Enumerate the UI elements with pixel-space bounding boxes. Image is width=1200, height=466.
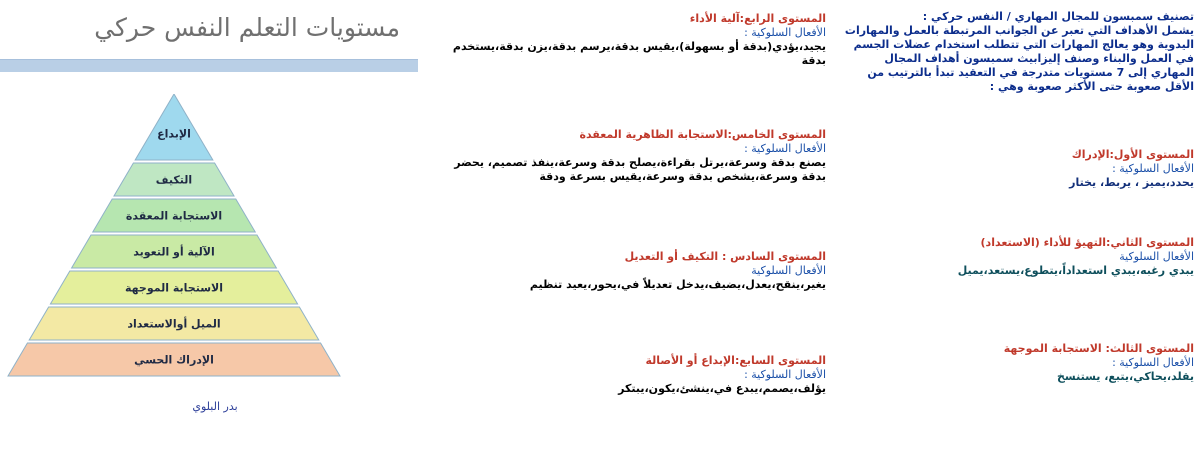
levels-pyramid	[0, 94, 350, 384]
intro-body: يشمل الأهداف التي تعبر عن الجوانب المرتبطة بالعمل والمهارات اليدوية وهو يعالج المهارات التي تتطلب استخدام عضلات الجسم في العمل والبناء وصنف إليزابيث سمبسون أهداف المجال المهاري إلى 7 مستويات متدرجة في التعقيد تبدأ بالترتيب من الأقل صعوبة حتى الأكثر صعوبة وهي :	[844, 24, 1194, 93]
level-2-title: المستوى الثاني:التهيؤ للأداء (الاستعداد)	[980, 236, 1194, 249]
pyramid-label-4: الآلية أو التعويد	[133, 245, 215, 259]
level-1-block	[900, 148, 1194, 190]
author-name: بدر البلوي	[192, 400, 238, 413]
level-5-title: المستوى الخامس:الاستجابة الظاهرية المعقدة	[579, 128, 826, 141]
level-3-verbs-label: الأفعال السلوكية :	[1112, 356, 1194, 369]
level-5-block	[440, 128, 826, 184]
level-1-verbs: يحدد،يميز ، يربط، يختار	[1069, 176, 1194, 189]
level-6-verbs: يغير،ينقح،يعدل،يضيف،يدخل تعديلاً في،يحور،يعيد تنظيم	[529, 278, 826, 291]
level-2-block	[880, 236, 1194, 278]
level-2-verbs-label: الأفعال السلوكية	[1119, 250, 1194, 263]
level-3-verbs: يقلد،يحاكي،يتبع، يستنسخ	[1056, 370, 1194, 383]
page-title: مستويات التعلم النفس حركي	[94, 13, 400, 42]
level-6-title: المستوى السادس : التكيف أو التعديل	[624, 250, 826, 263]
level-6-verbs-label: الأفعال السلوكية	[751, 264, 826, 277]
level-4-block	[440, 12, 826, 68]
level-1-verbs-label: الأفعال السلوكية :	[1112, 162, 1194, 175]
level-3-block	[900, 342, 1194, 384]
level-2-verbs: يبدي رغبه،يبدي استعداداً،يتطوع،يستعد،يميل	[957, 264, 1194, 277]
intro-title: تصنيف سمبسون للمجال المهاري / النفس حركي :	[922, 10, 1194, 23]
level-1-title: المستوى الأول:الإدراك	[1071, 148, 1194, 161]
level-7-verbs-label: الأفعال السلوكية :	[744, 368, 826, 381]
level-5-verbs-label: الأفعال السلوكية :	[744, 142, 826, 155]
level-6-block	[440, 250, 826, 292]
level-7-title: المستوى السابع:الإبداع أو الأصالة	[645, 354, 826, 367]
level-4-verbs-label: الأفعال السلوكية :	[744, 26, 826, 39]
level-4-verbs: يجيد،يؤدي(بدقة أو بسهولة)،يقيس بدقة،يرسم بدقة،يزن بدقة،يستخدم بدقة	[452, 40, 826, 67]
pyramid-label-1: الإبداع	[157, 127, 191, 141]
pyramid-label-7: الإدراك الحسي	[134, 353, 214, 367]
intro-block	[838, 10, 1194, 94]
level-7-verbs: يؤلف،يصمم،يبدع في،ينشئ،يكون،يبتكر	[618, 382, 826, 395]
level-3-title: المستوى الثالث: الاستجابة الموجهة	[1003, 342, 1194, 355]
title-underline-bar	[0, 59, 418, 72]
pyramid-label-3: الاستجابة المعقدة	[125, 209, 223, 223]
level-4-title: المستوى الرابع:آلية الأداء	[689, 12, 826, 25]
pyramid-label-2: التكيف	[155, 173, 193, 187]
level-7-block	[440, 354, 826, 396]
level-5-verbs: يصنع بدقة وسرعة،يرتل بقراءة،يصلح بدقة وسرعة،ينفذ تصميم، يحضر بدقة وسرعة،يشخص بدقة وسرعة،يقيس بسرعة ودقة	[454, 156, 826, 183]
pyramid-label-5: الاستجابة الموجهة	[125, 281, 223, 295]
pyramid-label-6: الميل أوالاستعداد	[127, 317, 221, 331]
